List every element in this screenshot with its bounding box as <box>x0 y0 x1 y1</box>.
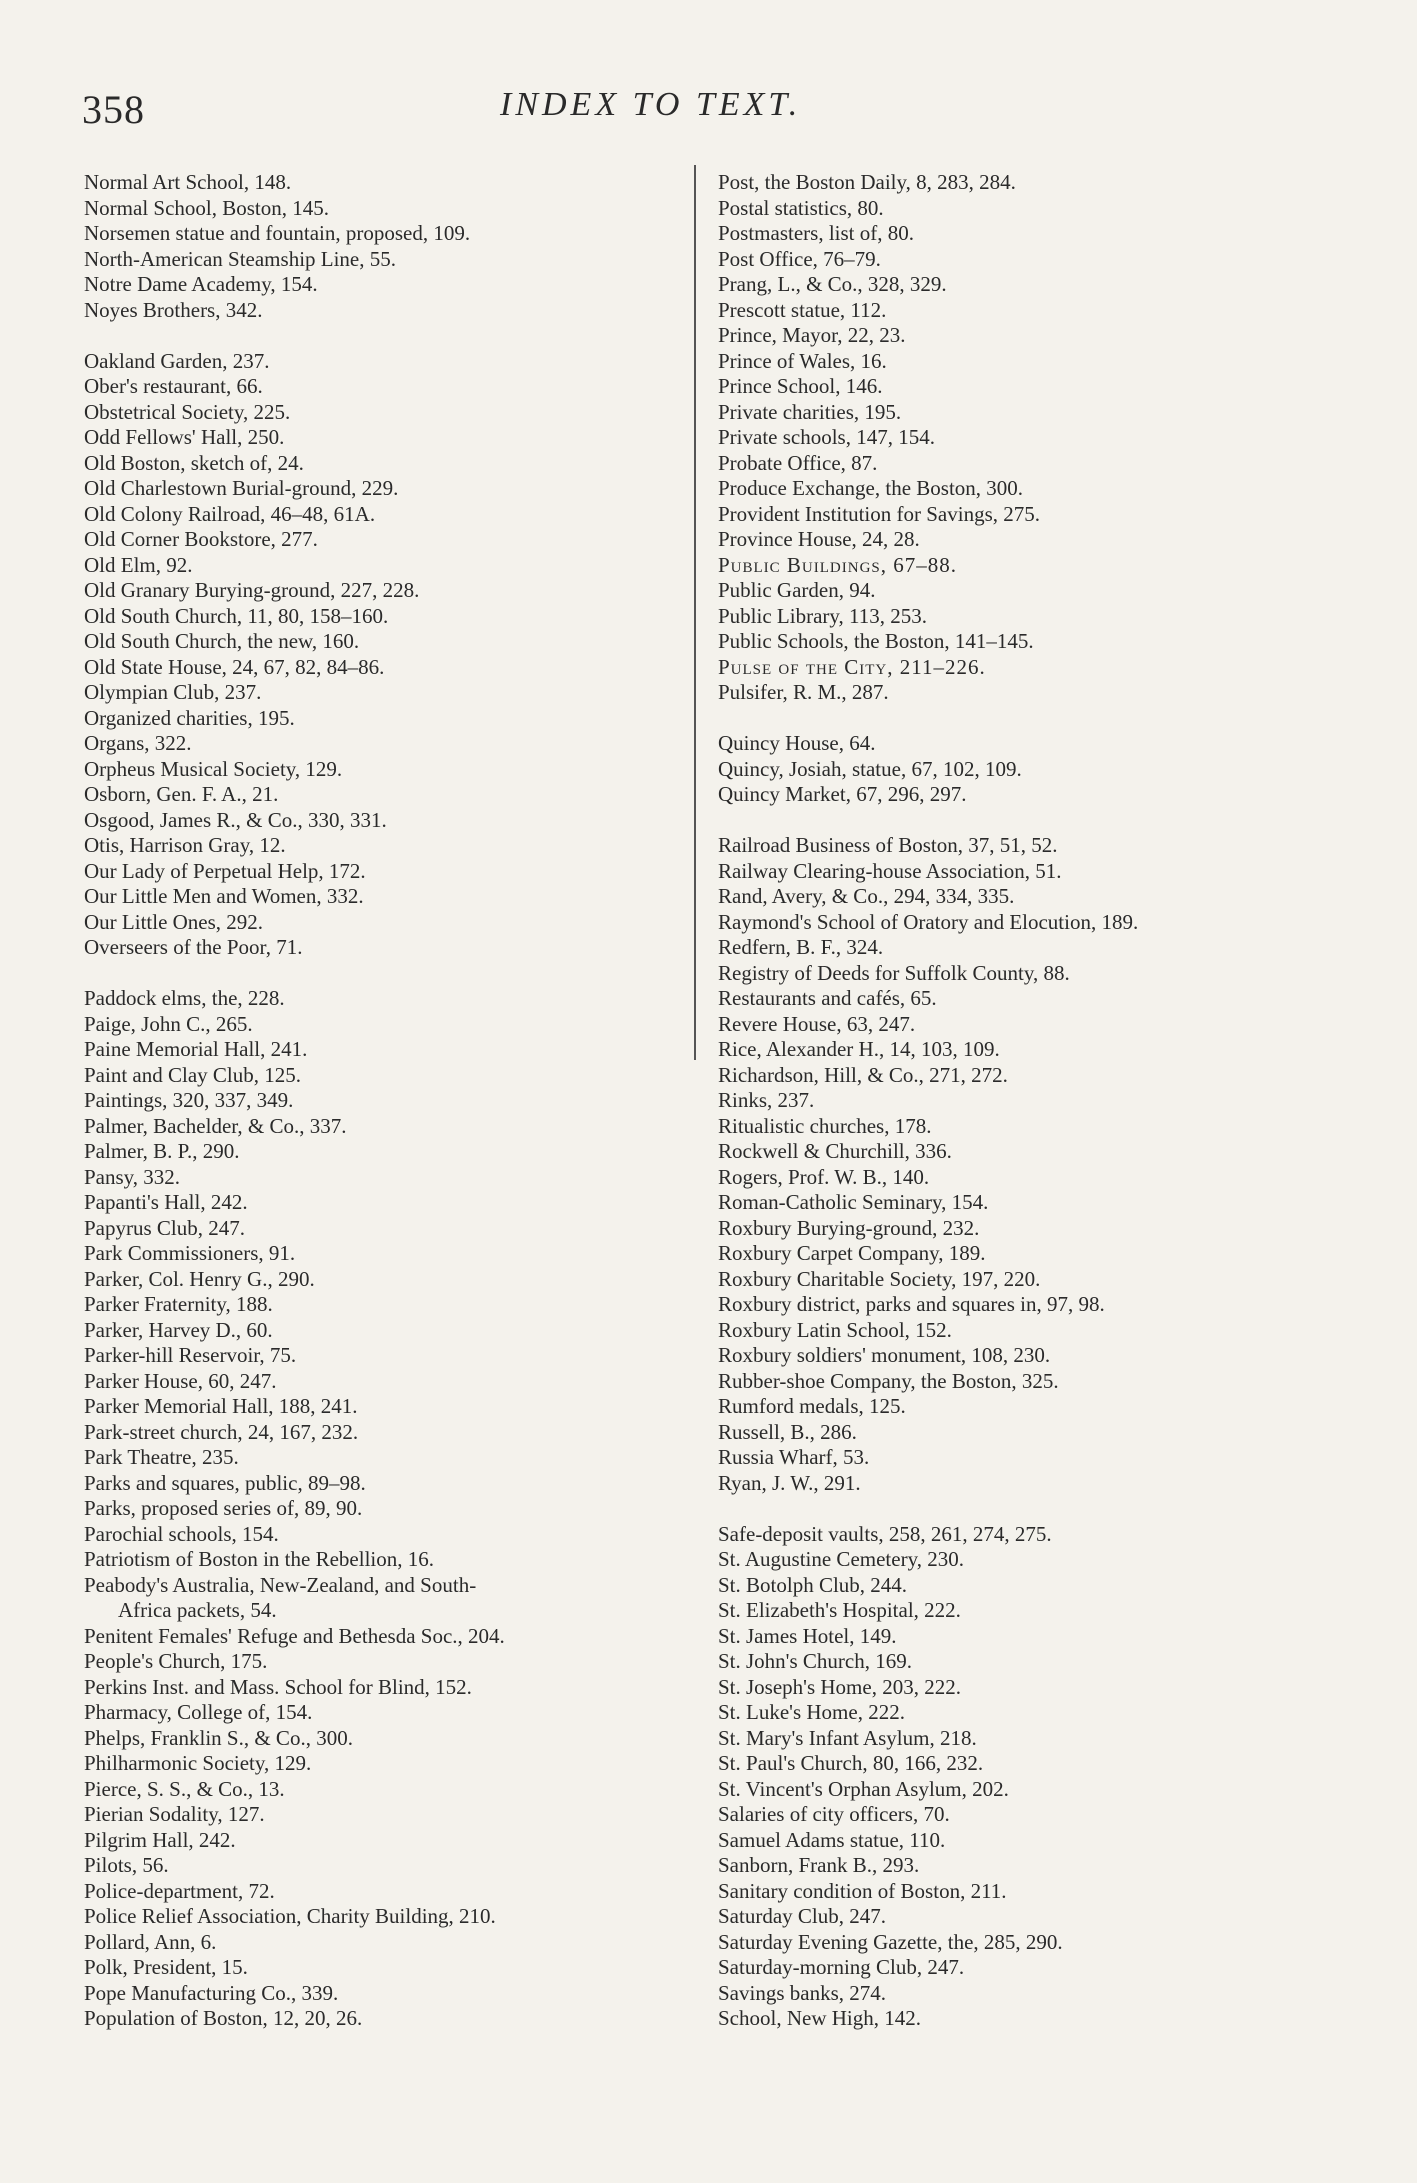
index-entry: Samuel Adams statue, 110. <box>718 1827 946 1852</box>
page-number: 358 <box>82 87 145 132</box>
index-entry: Pierian Sodality, 127. <box>84 1802 265 1826</box>
index-entry: Our Little Ones, 292. <box>84 909 264 934</box>
index-entry: Sanborn, Frank B., 293. <box>718 1853 920 1877</box>
index-entry: Parker, Harvey D., 60. <box>84 1317 273 1342</box>
index-entry: Russia Wharf, 53. <box>718 1445 870 1469</box>
index-entry: Paintings, 320, 337, 349. <box>84 1088 294 1112</box>
index-entry: Ryan, J. W., 291. <box>718 1470 861 1495</box>
column-divider <box>694 165 696 1060</box>
index-entry: Old Granary Burying-ground, 227, 228. <box>84 578 420 602</box>
index-entry: Palmer, B. P., 290. <box>84 1139 240 1163</box>
index-entry: School, New High, 142. <box>718 2006 921 2030</box>
index-entry: Roxbury Latin School, 152. <box>718 1317 952 1342</box>
index-entry: Roxbury Burying-ground, 232. <box>718 1215 980 1240</box>
index-entry: Organized charities, 195. <box>84 705 295 730</box>
index-entry: Prince of Wales, 16. <box>718 348 887 373</box>
index-entry: Parker Memorial Hall, 188, 241. <box>84 1394 358 1418</box>
index-entry: Public Schools, the Boston, 141–145. <box>718 629 1034 653</box>
index-entry: Phelps, Franklin S., & Co., 300. <box>84 1725 353 1750</box>
index-entry: Prang, L., & Co., 328, 329. <box>718 272 947 296</box>
index-entry: Parker-hill Reservoir, 75. <box>84 1343 297 1367</box>
index-entry: Palmer, Bachelder, & Co., 337. <box>84 1113 347 1138</box>
index-entry: Prescott statue, 112. <box>718 297 887 322</box>
index-entry: People's Church, 175. <box>84 1649 268 1673</box>
index-entry: Peabody's Australia, New-Zealand, and South- <box>84 1572 477 1597</box>
index-entry: St. Augustine Cemetery, 230. <box>718 1547 964 1571</box>
index-entry: Paige, John C., 265. <box>84 1011 253 1036</box>
index-entry: Police Relief Association, Charity Building, 210. <box>84 1904 496 1928</box>
index-entry: Restaurants and cafés, 65. <box>718 986 937 1010</box>
running-head: INDEX TO TEXT. <box>500 86 802 123</box>
index-entry: Raymond's School of Oratory and Elocution, 189. <box>718 909 1139 934</box>
index-entry: Population of Boston, 12, 20, 26. <box>84 2006 363 2030</box>
index-entry: Pierce, S. S., & Co., 13. <box>84 1776 285 1801</box>
index-entry: Rubber-shoe Company, the Boston, 325. <box>718 1368 1059 1393</box>
index-entry: Papyrus Club, 247. <box>84 1215 246 1240</box>
index-group <box>718 731 1358 808</box>
index-entry: Pharmacy, College of, 154. <box>84 1700 313 1724</box>
index-entry: Postal statistics, 80. <box>718 195 884 220</box>
index-entry: Parker, Col. Henry G., 290. <box>84 1266 315 1291</box>
index-entry: Province House, 24, 28. <box>718 527 920 551</box>
index-entry: Roxbury soldiers' monument, 108, 230. <box>718 1343 1051 1367</box>
index-entry: Sanitary condition of Boston, 211. <box>718 1878 1007 1903</box>
index-entry: Patriotism of Boston in the Rebellion, 16. <box>84 1547 434 1571</box>
index-entry: Pulsifer, R. M., 287. <box>718 680 889 704</box>
index-entry: Rice, Alexander H., 14, 103, 109. <box>718 1037 1000 1061</box>
index-entry: Park Commissioners, 91. <box>84 1241 296 1265</box>
index-entry: Perkins Inst. and Mass. School for Blind, 152. <box>84 1674 472 1699</box>
index-entry: Public Buildings, 67–88. <box>718 552 958 577</box>
index-entry: Railway Clearing-house Association, 51. <box>718 858 1062 883</box>
index-entry: Roman-Catholic Seminary, 154. <box>718 1190 989 1214</box>
right-index-column <box>718 170 1358 2057</box>
index-entry: Osgood, James R., & Co., 330, 331. <box>84 807 387 832</box>
index-entry: Old Elm, 92. <box>84 552 193 577</box>
index-entry: Quincy Market, 67, 296, 297. <box>718 782 967 806</box>
index-entry: St. John's Church, 169. <box>718 1649 912 1673</box>
index-entry: Papanti's Hall, 242. <box>84 1190 248 1214</box>
index-entry: Quincy House, 64. <box>718 731 876 755</box>
index-entry: Rockwell & Churchill, 336. <box>718 1139 952 1163</box>
index-entry: Park Theatre, 235. <box>84 1445 239 1469</box>
index-entry: St. James Hotel, 149. <box>718 1623 897 1648</box>
index-entry: Post, the Boston Daily, 8, 283, 284. <box>718 170 1016 194</box>
index-entry: Pilgrim Hall, 242. <box>84 1827 236 1852</box>
index-group <box>718 1522 1358 2032</box>
index-entry: Rogers, Prof. W. B., 140. <box>718 1164 930 1189</box>
index-entry: Redfern, B. F., 324. <box>718 935 884 959</box>
index-entry: Old Corner Bookstore, 277. <box>84 527 318 551</box>
index-entry: Notre Dame Academy, 154. <box>84 272 318 296</box>
index-entry: North-American Steamship Line, 55. <box>84 246 397 271</box>
index-entry: Old Charlestown Burial-ground, 229. <box>84 476 399 500</box>
index-entry: St. Mary's Infant Asylum, 218. <box>718 1725 977 1750</box>
index-entry: Rumford medals, 125. <box>718 1394 906 1418</box>
index-entry: Ober's restaurant, 66. <box>84 374 263 398</box>
index-entry: Our Lady of Perpetual Help, 172. <box>84 858 366 883</box>
index-entry: Parker Fraternity, 188. <box>84 1292 273 1316</box>
index-entry: Safe-deposit vaults, 258, 261, 274, 275. <box>718 1521 1052 1546</box>
index-entry: Obstetrical Society, 225. <box>84 399 291 424</box>
index-entry: Rinks, 237. <box>718 1088 815 1112</box>
left-index-column <box>84 170 684 2057</box>
index-entry: Paint and Clay Club, 125. <box>84 1062 301 1087</box>
index-entry: Revere House, 63, 247. <box>718 1011 916 1036</box>
index-entry: Roxbury district, parks and squares in, 97, 98. <box>718 1292 1105 1316</box>
index-entry: Rand, Avery, & Co., 294, 334, 335. <box>718 884 1015 908</box>
index-group <box>718 833 1358 1496</box>
index-entry: Pilots, 56. <box>84 1853 169 1877</box>
index-entry: Organs, 322. <box>84 731 192 755</box>
index-entry: Old Boston, sketch of, 24. <box>84 450 304 475</box>
index-entry: Savings banks, 274. <box>718 1980 886 2005</box>
index-entry: Railroad Business of Boston, 37, 51, 52. <box>718 833 1058 857</box>
index-entry: Our Little Men and Women, 332. <box>84 884 364 908</box>
index-entry: Otis, Harrison Gray, 12. <box>84 833 286 857</box>
index-entry: Public Garden, 94. <box>718 578 876 602</box>
index-entry: Prince, Mayor, 22, 23. <box>718 323 906 347</box>
index-entry: Odd Fellows' Hall, 250. <box>84 425 285 449</box>
index-entry: Public Library, 113, 253. <box>718 603 927 628</box>
index-entry: Police-department, 72. <box>84 1878 275 1903</box>
index-entry: Parker House, 60, 247. <box>84 1368 277 1393</box>
index-entry: Parochial schools, 154. <box>84 1521 279 1546</box>
index-entry: Normal Art School, 148. <box>84 170 292 194</box>
index-entry: Private charities, 195. <box>718 399 902 424</box>
index-entry: Provident Institution for Savings, 275. <box>718 501 1040 526</box>
index-entry: Orpheus Musical Society, 129. <box>84 756 343 781</box>
index-entry: Parks and squares, public, 89–98. <box>84 1470 366 1495</box>
index-entry: Salaries of city officers, 70. <box>718 1802 950 1826</box>
index-entry: St. Elizabeth's Hospital, 222. <box>718 1598 961 1622</box>
index-entry: Roxbury Charitable Society, 197, 220. <box>718 1266 1041 1291</box>
index-entry: Noyes Brothers, 342. <box>84 297 263 322</box>
index-entry: Paddock elms, the, 228. <box>84 986 285 1010</box>
index-entry: Old South Church, 11, 80, 158–160. <box>84 603 389 628</box>
index-entry: Richardson, Hill, & Co., 271, 272. <box>718 1062 1008 1087</box>
index-entry: Osborn, Gen. F. A., 21. <box>84 782 279 806</box>
index-entry: Penitent Females' Refuge and Bethesda Soc., 204. <box>84 1623 505 1648</box>
index-group <box>84 170 684 323</box>
index-group <box>84 986 684 2032</box>
index-entry: Private schools, 147, 154. <box>718 425 935 449</box>
index-entry: Prince School, 146. <box>718 374 883 398</box>
index-entry: Ritualistic churches, 178. <box>718 1113 932 1138</box>
index-entry: Oakland Garden, 237. <box>84 348 270 373</box>
index-entry: Pansy, 332. <box>84 1164 181 1189</box>
index-entry: Olympian Club, 237. <box>84 680 262 704</box>
index-entry: Paine Memorial Hall, 241. <box>84 1037 308 1061</box>
index-entry: Produce Exchange, the Boston, 300. <box>718 476 1024 500</box>
index-entry: Pollard, Ann, 6. <box>84 1929 217 1954</box>
index-entry: Philharmonic Society, 129. <box>84 1751 312 1775</box>
index-entry: Overseers of the Poor, 71. <box>84 935 303 959</box>
index-entry: Saturday Club, 247. <box>718 1904 886 1928</box>
index-entry: Post Office, 76–79. <box>718 246 881 271</box>
index-entry: Saturday-morning Club, 247. <box>718 1955 965 1979</box>
index-entry: Postmasters, list of, 80. <box>718 221 915 245</box>
index-entry: Old Colony Railroad, 46–48, 61A. <box>84 501 376 526</box>
index-entry: Normal School, Boston, 145. <box>84 195 329 220</box>
index-entry: Probate Office, 87. <box>718 450 878 475</box>
index-entry: St. Vincent's Orphan Asylum, 202. <box>718 1776 1009 1801</box>
index-entry: Pope Manufacturing Co., 339. <box>84 1980 339 2005</box>
index-entry: Quincy, Josiah, statue, 67, 102, 109. <box>718 756 1022 781</box>
index-entry: St. Luke's Home, 222. <box>718 1700 905 1724</box>
index-entry: Norsemen statue and fountain, proposed, 109. <box>84 221 471 245</box>
index-entry: Old State House, 24, 67, 82, 84–86. <box>84 654 385 679</box>
index-entry: Polk, President, 15. <box>84 1955 248 1979</box>
index-entry: St. Botolph Club, 244. <box>718 1572 908 1597</box>
index-entry: Pulse of the City, 211–226. <box>718 654 986 679</box>
index-entry: Roxbury Carpet Company, 189. <box>718 1241 986 1265</box>
index-entry: Russell, B., 286. <box>718 1419 857 1444</box>
index-entry: Park-street church, 24, 167, 232. <box>84 1419 359 1444</box>
index-entry: St. Paul's Church, 80, 166, 232. <box>718 1751 984 1775</box>
index-entry: Parks, proposed series of, 89, 90. <box>84 1496 363 1520</box>
index-entry: Registry of Deeds for Suffolk County, 88. <box>718 960 1070 985</box>
index-entry: Africa packets, 54. <box>118 1598 277 1622</box>
index-entry: Saturday Evening Gazette, the, 285, 290. <box>718 1929 1063 1954</box>
index-group <box>84 349 684 961</box>
index-group <box>718 170 1358 706</box>
index-entry: Old South Church, the new, 160. <box>84 629 360 653</box>
index-entry: St. Joseph's Home, 203, 222. <box>718 1674 961 1699</box>
